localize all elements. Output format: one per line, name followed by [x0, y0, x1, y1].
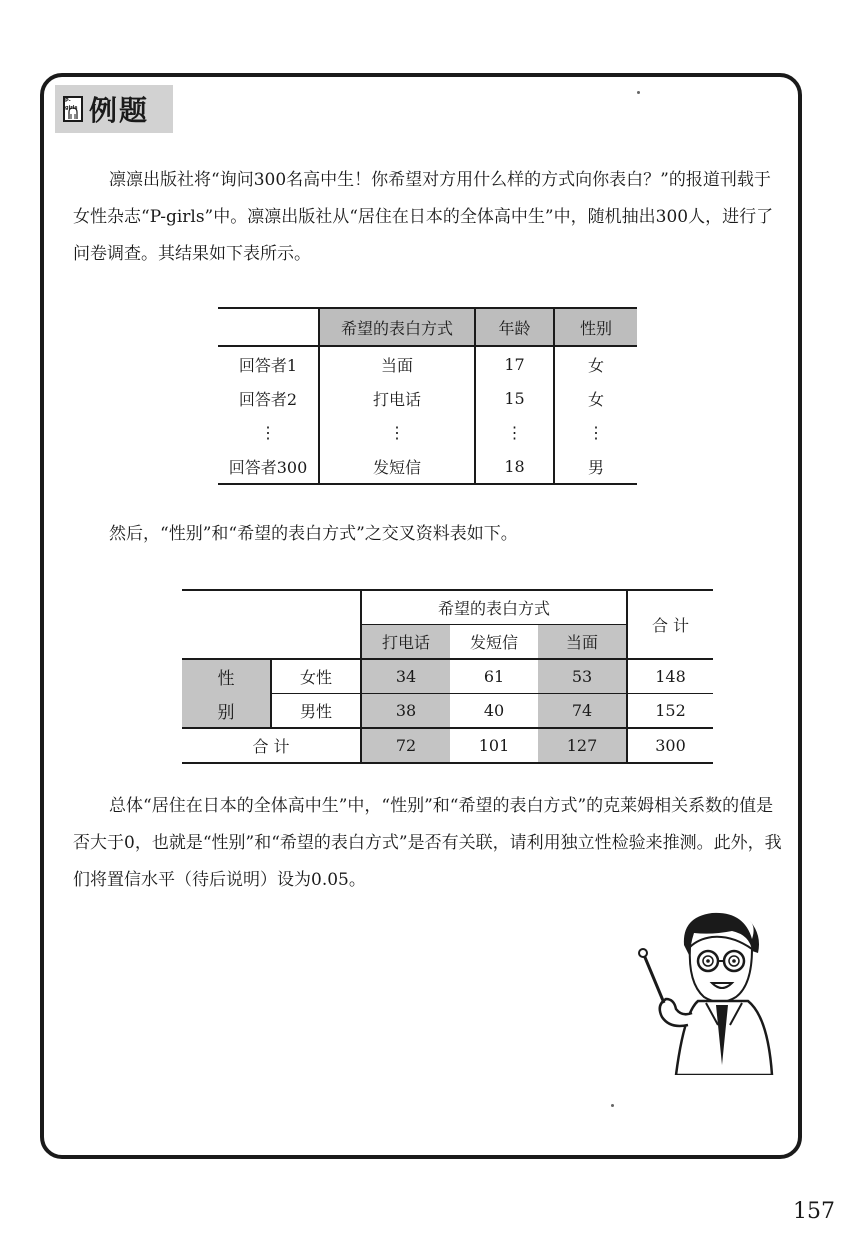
teacher-mascot-illustration — [632, 905, 782, 1075]
respondent-cell: 回答者300 — [218, 449, 319, 484]
gender-cell: 男 — [554, 449, 637, 484]
ellipsis-cell: ⋮ — [554, 415, 637, 449]
ellipsis-cell: ⋮ — [260, 422, 276, 442]
age-cell: 18 — [475, 449, 554, 484]
age-cell: 15 — [475, 381, 554, 415]
gender-label-bottom: 别 — [182, 694, 271, 729]
survey-header-row — [218, 308, 637, 346]
row-label-male: 男性 — [271, 694, 361, 729]
female-in-person-cell: 53 — [538, 659, 627, 694]
table-row — [182, 728, 713, 763]
age-cell: 17 — [475, 346, 554, 381]
p-girls-logo-icon: P-girls — [63, 96, 83, 122]
method-header-phone: 打电话 — [361, 625, 450, 660]
cross-total-header: 合 计 — [627, 590, 713, 659]
cross-table-intro: 然后，“性别”和“希望的表白方式”之交叉资料表如下。 — [109, 524, 518, 544]
method-cell: 发短信 — [319, 449, 475, 484]
survey-header-age: 年龄 — [475, 308, 554, 346]
survey-header-blank — [218, 308, 319, 346]
male-total-cell: 152 — [627, 694, 713, 729]
intro-paragraph: 凛凛出版社将“询问300名高中生！你希望对方用什么样的方式向你表白？”的报道刊载于女性杂志“P-girls”中。凛凛出版社从“居住在日本的全体高中生”中，随机抽出300人，进行了问卷调查。其结果如下表所示。 — [73, 170, 774, 264]
page-number: 157 — [793, 1199, 835, 1224]
female-sms-cell: 61 — [450, 659, 538, 694]
table-row — [218, 381, 637, 415]
female-total-cell: 148 — [627, 659, 713, 694]
total-in-person-cell: 127 — [538, 728, 627, 763]
ellipsis-cell: ⋮ — [319, 415, 475, 449]
male-sms-cell: 40 — [483, 701, 505, 720]
female-phone-cell: 34 — [361, 659, 450, 694]
table-row — [182, 659, 713, 694]
cross-table — [182, 589, 713, 764]
gender-label-top: 性 — [182, 659, 271, 694]
total-row-label: 合 计 — [182, 728, 361, 763]
cross-group-header: 希望的表白方式 — [361, 590, 627, 625]
male-in-person-cell: 74 — [538, 694, 627, 729]
method-header-in-person: 当面 — [538, 625, 627, 660]
method-cell: 打电话 — [319, 381, 475, 415]
print-speck — [611, 1104, 614, 1107]
gender-cell: 女 — [554, 346, 637, 381]
total-sms-cell: 101 — [450, 728, 538, 763]
question-paragraph: 总体“居住在日本的全体高中生”中，“性别”和“希望的表白方式”的克莱姆相关系数的值是否大于0，也就是“性别”和“希望的表白方式”是否有关联，请利用独立性检验来推测。此外，我们将置信水平（待后说明）设为0.05。 — [73, 796, 782, 890]
example-title: 例题 — [89, 94, 150, 127]
respondent-cell: 回答者1 — [238, 355, 298, 375]
table-row — [182, 694, 713, 729]
grand-total-cell: 300 — [627, 728, 713, 763]
row-label-female: 女性 — [271, 659, 361, 694]
survey-header-method: 希望的表白方式 — [319, 308, 475, 346]
table-row — [218, 346, 637, 381]
table-row — [218, 415, 637, 449]
male-phone-cell: 38 — [361, 694, 450, 729]
total-phone-cell: 72 — [361, 728, 450, 763]
method-cell: 当面 — [319, 346, 475, 381]
respondent-cell: 回答者2 — [238, 389, 298, 409]
example-heading-tag — [55, 85, 173, 133]
gender-cell: 女 — [554, 381, 637, 415]
print-speck — [637, 91, 640, 94]
method-header-sms: 发短信 — [450, 625, 538, 660]
cross-header-row — [182, 590, 713, 625]
table-row — [218, 449, 637, 484]
ellipsis-cell: ⋮ — [475, 415, 554, 449]
survey-table — [218, 307, 637, 485]
survey-header-gender: 性别 — [554, 308, 637, 346]
cross-header-blank — [182, 590, 361, 659]
